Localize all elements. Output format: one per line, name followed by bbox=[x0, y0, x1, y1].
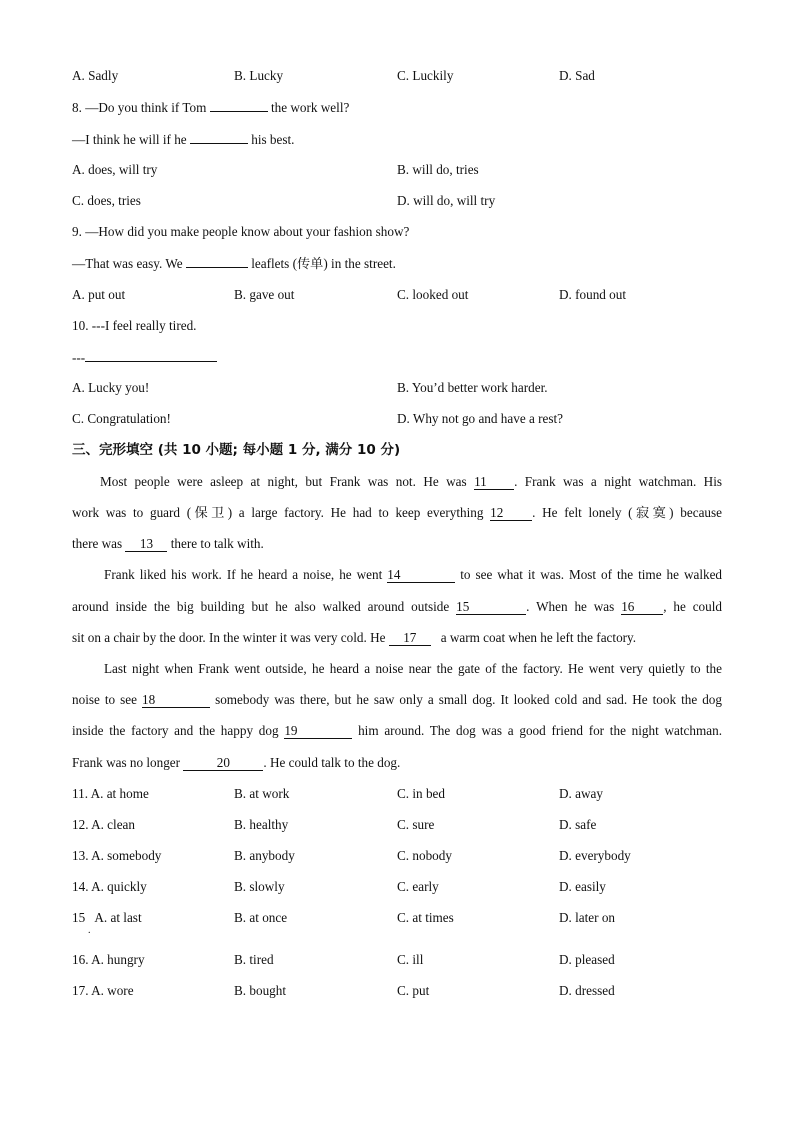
answer-14-option-d: D. easily bbox=[559, 879, 606, 894]
blank-16: 16 bbox=[621, 600, 663, 615]
answer-11-option-a: 11. A. at home bbox=[72, 786, 149, 801]
answer-15-option-a: 15 A. at last bbox=[72, 910, 142, 925]
answer-15-option-b: B. at once bbox=[234, 910, 288, 925]
q9-reply: —That was easy. We leaflets (传单) in the street. bbox=[72, 256, 396, 271]
answer-11-option-c: C. in bed bbox=[397, 786, 445, 801]
answer-16-option-b: B. tired bbox=[234, 952, 274, 967]
answer-12-option-a: 12. A. clean bbox=[72, 817, 135, 832]
blank-18: 18 bbox=[142, 693, 210, 708]
q8-blank-1 bbox=[210, 98, 268, 112]
answer-12-option-b: B. healthy bbox=[234, 817, 289, 832]
blank-15: 15 bbox=[456, 600, 526, 615]
answer-16-option-c: C. ill bbox=[397, 952, 424, 967]
q8-option-a: A. does, will try bbox=[72, 162, 158, 177]
answer-17-option-d: D. dressed bbox=[559, 983, 615, 998]
blank-20: 20 bbox=[183, 756, 263, 771]
answer-13-option-b: B. anybody bbox=[234, 848, 295, 863]
answer-14-option-c: C. early bbox=[397, 879, 439, 894]
q7-option-a: A. Sadly bbox=[72, 68, 119, 83]
answer-13-option-c: C. nobody bbox=[397, 848, 452, 863]
q10-option-a: A. Lucky you! bbox=[72, 380, 150, 395]
q7-option-b: B. Lucky bbox=[234, 68, 284, 83]
blank-13: 13 bbox=[125, 537, 167, 552]
answer-13-option-d: D. everybody bbox=[559, 848, 631, 863]
answer-13-option-a: 13. A. somebody bbox=[72, 848, 162, 863]
stray-dot-mark: . bbox=[88, 925, 91, 936]
q9-option-d: D. found out bbox=[559, 287, 627, 302]
blank-11: 11 bbox=[474, 475, 514, 490]
answer-15-option-d: D. later on bbox=[559, 910, 616, 925]
passage-p3-line2: noise to see 18 somebody was there, but he saw only a small dog. It looked cold and sad. He took the dog bbox=[72, 692, 722, 707]
blank-14: 14 bbox=[387, 568, 455, 583]
q10-blank bbox=[85, 348, 217, 362]
q10-option-b: B. You’d better work harder. bbox=[397, 380, 548, 395]
passage-p2-line1: Frank liked his work. If he heard a noise, he went 14 to see what it was. Most of the time he walked bbox=[104, 567, 723, 582]
q8-option-c: C. does, tries bbox=[72, 193, 141, 208]
passage-p3-line3: inside the factory and the happy dog 19 him around. The dog was a good friend for the night watchman. bbox=[72, 723, 723, 738]
answer-11-option-d: D. away bbox=[559, 786, 603, 801]
answer-16-option-a: 16. A. hungry bbox=[72, 952, 145, 967]
q8-stem: 8. —Do you think if Tom the work well? bbox=[72, 100, 350, 115]
q9-option-c: C. looked out bbox=[397, 287, 469, 302]
answer-16-option-d: D. pleased bbox=[559, 952, 615, 967]
passage-p2-line2: around inside the big building but he also walked around outside 15 . When he was 16 , he could bbox=[72, 599, 723, 614]
answer-17-option-c: C. put bbox=[397, 983, 430, 998]
answer-14-option-a: 14. A. quickly bbox=[72, 879, 147, 894]
blank-12: 12 bbox=[490, 506, 532, 521]
answer-14-option-b: B. slowly bbox=[234, 879, 285, 894]
answer-11-option-b: B. at work bbox=[234, 786, 290, 801]
answer-17-option-a: 17. A. wore bbox=[72, 983, 134, 998]
q8-option-d: D. will do, will try bbox=[397, 193, 496, 208]
q8-reply: —I think he will if he his best. bbox=[72, 132, 295, 147]
q9-stem: 9. —How did you make people know about your fashion show? bbox=[72, 224, 410, 239]
q9-option-b: B. gave out bbox=[234, 287, 295, 302]
passage-p1-line1: Most people were asleep at night, but Frank was not. He was 11 . Frank was a night watchman. His bbox=[100, 474, 722, 489]
passage-p1-line2: work was to guard (保卫) a large factory. He had to keep everything 12 . He felt lonely (寂寞) because bbox=[72, 505, 722, 520]
q10-option-d: D. Why not go and have a rest? bbox=[397, 411, 564, 426]
q8-option-b: B. will do, tries bbox=[397, 162, 479, 177]
q7-option-c: C. Luckily bbox=[397, 68, 454, 83]
answer-12-option-c: C. sure bbox=[397, 817, 435, 832]
passage-p3-line1: Last night when Frank went outside, he heard a noise near the gate of the factory. He went very quietly to the bbox=[104, 661, 722, 676]
answer-17-option-b: B. bought bbox=[234, 983, 287, 998]
q10-reply: --- bbox=[72, 348, 217, 367]
passage-p1-line3: there was 13 there to talk with. bbox=[72, 536, 264, 551]
q7-option-d: D. Sad bbox=[559, 68, 595, 83]
q10-stem: 10. ---I feel really tired. bbox=[72, 318, 197, 333]
q8-blank-2 bbox=[190, 130, 248, 144]
answer-15-option-c: C. at times bbox=[397, 910, 454, 925]
passage-p2-line3: sit on a chair by the door. In the winter it was very cold. He 17 a warm coat when he left the factory. bbox=[72, 630, 637, 645]
section-title: 三、完形填空 (共 10 小题; 每小题 1 分, 满分 10 分) bbox=[72, 442, 401, 458]
q9-blank bbox=[186, 254, 248, 268]
blank-17: 17 bbox=[389, 631, 431, 646]
passage-p3-line4: Frank was no longer 20 . He could talk to the dog. bbox=[72, 755, 401, 770]
q9-option-a: A. put out bbox=[72, 287, 126, 302]
blank-19: 19 bbox=[284, 724, 352, 739]
q10-option-c: C. Congratulation! bbox=[72, 411, 171, 426]
answer-12-option-d: D. safe bbox=[559, 817, 597, 832]
